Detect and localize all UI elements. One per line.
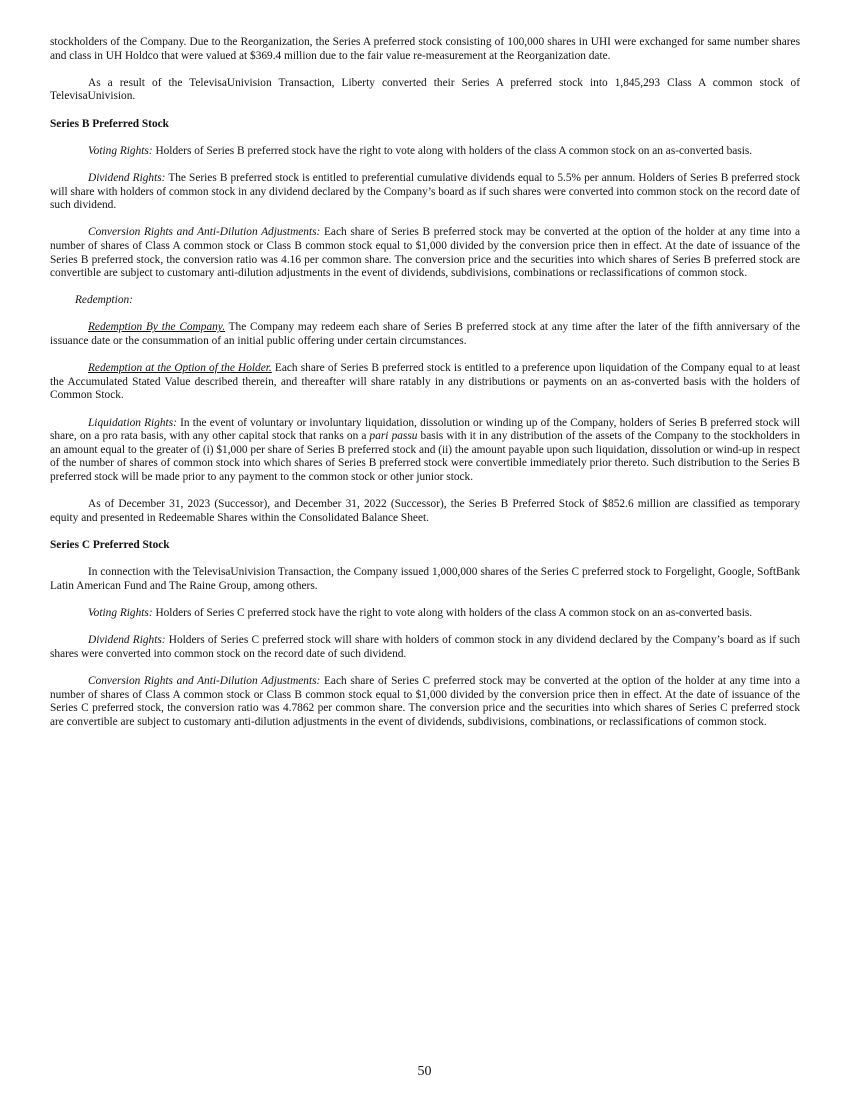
b-liquidation-italic: pari passu [369, 430, 418, 443]
b-conversion-text: Each share of Series B preferred stock may be converted at the option of the holder at any time into a number of shares of Class A common stock or Class B common stock equal to $1,000 divided by the conversion price then in effect. At the date of issuance of the Series B preferred stock, the conversion ratio was 4.16 per common share. The conversion price and the securities into which shares of Series B preferred stock are convertible are subject to customary anti-dilution adjustments in the event of dividends, subdivisions, combinations or reclassifications of common stock. [50, 226, 800, 280]
paragraph-c-voting-rights [50, 607, 800, 621]
paragraph-b-classification: As of December 31, 2023 (Successor), and December 31, 2022 (Successor), the Series B Preferred Stock of $852.6 million are classified as temporary equity and presented in Redeemable Shares within the Consolidated Balance Sheet. [50, 498, 800, 524]
paragraph-liberty-conversion: As a result of the TelevisaUnivision Transaction, Liberty converted their Series A preferred stock into 1,845,293 Class A common stock of TelevisaUnivision. [50, 76, 800, 103]
paragraph-c-conversion-rights [50, 675, 800, 729]
b-liquidation-text-1: In the event of voluntary or involuntary liquidation, dissolution or winding up of the Company, holders of Series B preferred stock will share, on a pro rata basis, with any other capital stock that ranks on a [50, 416, 800, 443]
redemption-label: Redemption: [75, 294, 133, 307]
paragraph-series-a-reorganization: stockholders of the Company. Due to the Reorganization, the Series A preferred stock consisting of 100,000 shares in UHI were exchanged for same number shares and class in UH Holdco that were valued at $369.4 million due to the fair value re-measurement at the Reorganization date. [50, 36, 800, 62]
paragraph-redemption-label [50, 294, 800, 308]
paragraph-c-dividend-rights [50, 634, 800, 661]
c-voting-text: Holders of Series C preferred stock have the right to vote along with holders of the class A common stock on an as-converted basis. [152, 606, 753, 619]
b-dividend-lead: Dividend Rights: [88, 171, 166, 184]
redemption-company-lead: Redemption By the Company. [88, 321, 226, 334]
c-conversion-text: Each share of Series C preferred stock may be converted at the option of the holder at any time into a number of shares of Class A common stock or Class B common stock equal to $1,000 divided by the conversion price then in effect. At the date of issuance of the Series C preferred stock, the conversion ratio was 4.7862 per common share. The conversion price and the securities into which shares of Series C preferred stock are convertible are subject to customary anti-dilution adjustments in the event of dividends, subdivisions, combinations, or reclassifications of common stock. [50, 674, 800, 728]
c-dividend-lead: Dividend Rights: [88, 634, 166, 647]
heading-series-c: Series C Preferred Stock [50, 538, 170, 551]
paragraph-redemption-by-holder [50, 362, 800, 403]
c-dividend-text: Holders of Series C preferred stock will share with holders of common stock in any dividend declared by the Company’s board as if such shares were converted into common stock on the record date of such dividend. [50, 634, 800, 660]
b-voting-text: Holders of Series B preferred stock have the right to vote along with holders of the class A common stock on an as-converted basis. [152, 144, 753, 157]
document-body [50, 36, 800, 743]
paragraph-b-dividend-rights [50, 172, 800, 213]
b-voting-lead: Voting Rights: [88, 144, 153, 157]
b-liquidation-text-2: basis with it in any distribution of the assets of the Company to the stockholders in an amount equal to the greater of (i) $1,000 per share of Series B preferred stock and (ii) the amount payable upon such liquidation, dissolution or wind-up in respect of the number of shares of common stock into which shares of Series B preferred stock were convertible immediately prior thereto. Such distribution to the Series B preferred stock will be made prior to any payment to the common stock or other junior stock. [50, 430, 800, 483]
paragraph-b-conversion-rights [50, 226, 800, 280]
page-number: 50 [417, 1064, 432, 1079]
paragraph-redemption-by-company [50, 321, 800, 348]
redemption-holder-lead: Redemption at the Option of the Holder. [88, 362, 272, 375]
b-dividend-text: The Series B preferred stock is entitled to preferential cumulative dividends equal to 5.5% per annum. Holders of Series B preferred stock will share with holders of common stock in any dividend declared by the Company’s board as if such shares were converted into common stock on the record date of such dividend. [50, 171, 800, 212]
heading-series-b: Series B Preferred Stock [50, 117, 169, 130]
redemption-holder-text: Each share of Series B preferred stock is entitled to a preference upon liquidation of the Company equal to at least the Accumulated Stated Value described therein, and thereafter will share ratably in any distributions or payments on an as-converted basis with the holders of Common Stock. [50, 362, 800, 402]
redemption-company-text: The Company may redeem each share of Series B preferred stock at any time after the later of the fifth anniversary of the issuance date or the consummation of an initial public offering under certain circumstances. [50, 321, 801, 348]
paragraph-b-liquidation-rights [50, 417, 800, 485]
paragraph-c-issuance: In connection with the TelevisaUnivision Transaction, the Company issued 1,000,000 shares of the Series C preferred stock to Forgelight, Google, SoftBank Latin American Fund and The Raine Group, among others. [50, 566, 800, 592]
b-conversion-lead: Conversion Rights and Anti-Dilution Adjustments: [88, 226, 321, 239]
c-voting-lead: Voting Rights: [88, 606, 153, 619]
paragraph-b-voting-rights [50, 145, 800, 159]
c-conversion-lead: Conversion Rights and Anti-Dilution Adjustments: [88, 674, 321, 687]
b-liquidation-lead: Liquidation Rights: [88, 416, 177, 429]
